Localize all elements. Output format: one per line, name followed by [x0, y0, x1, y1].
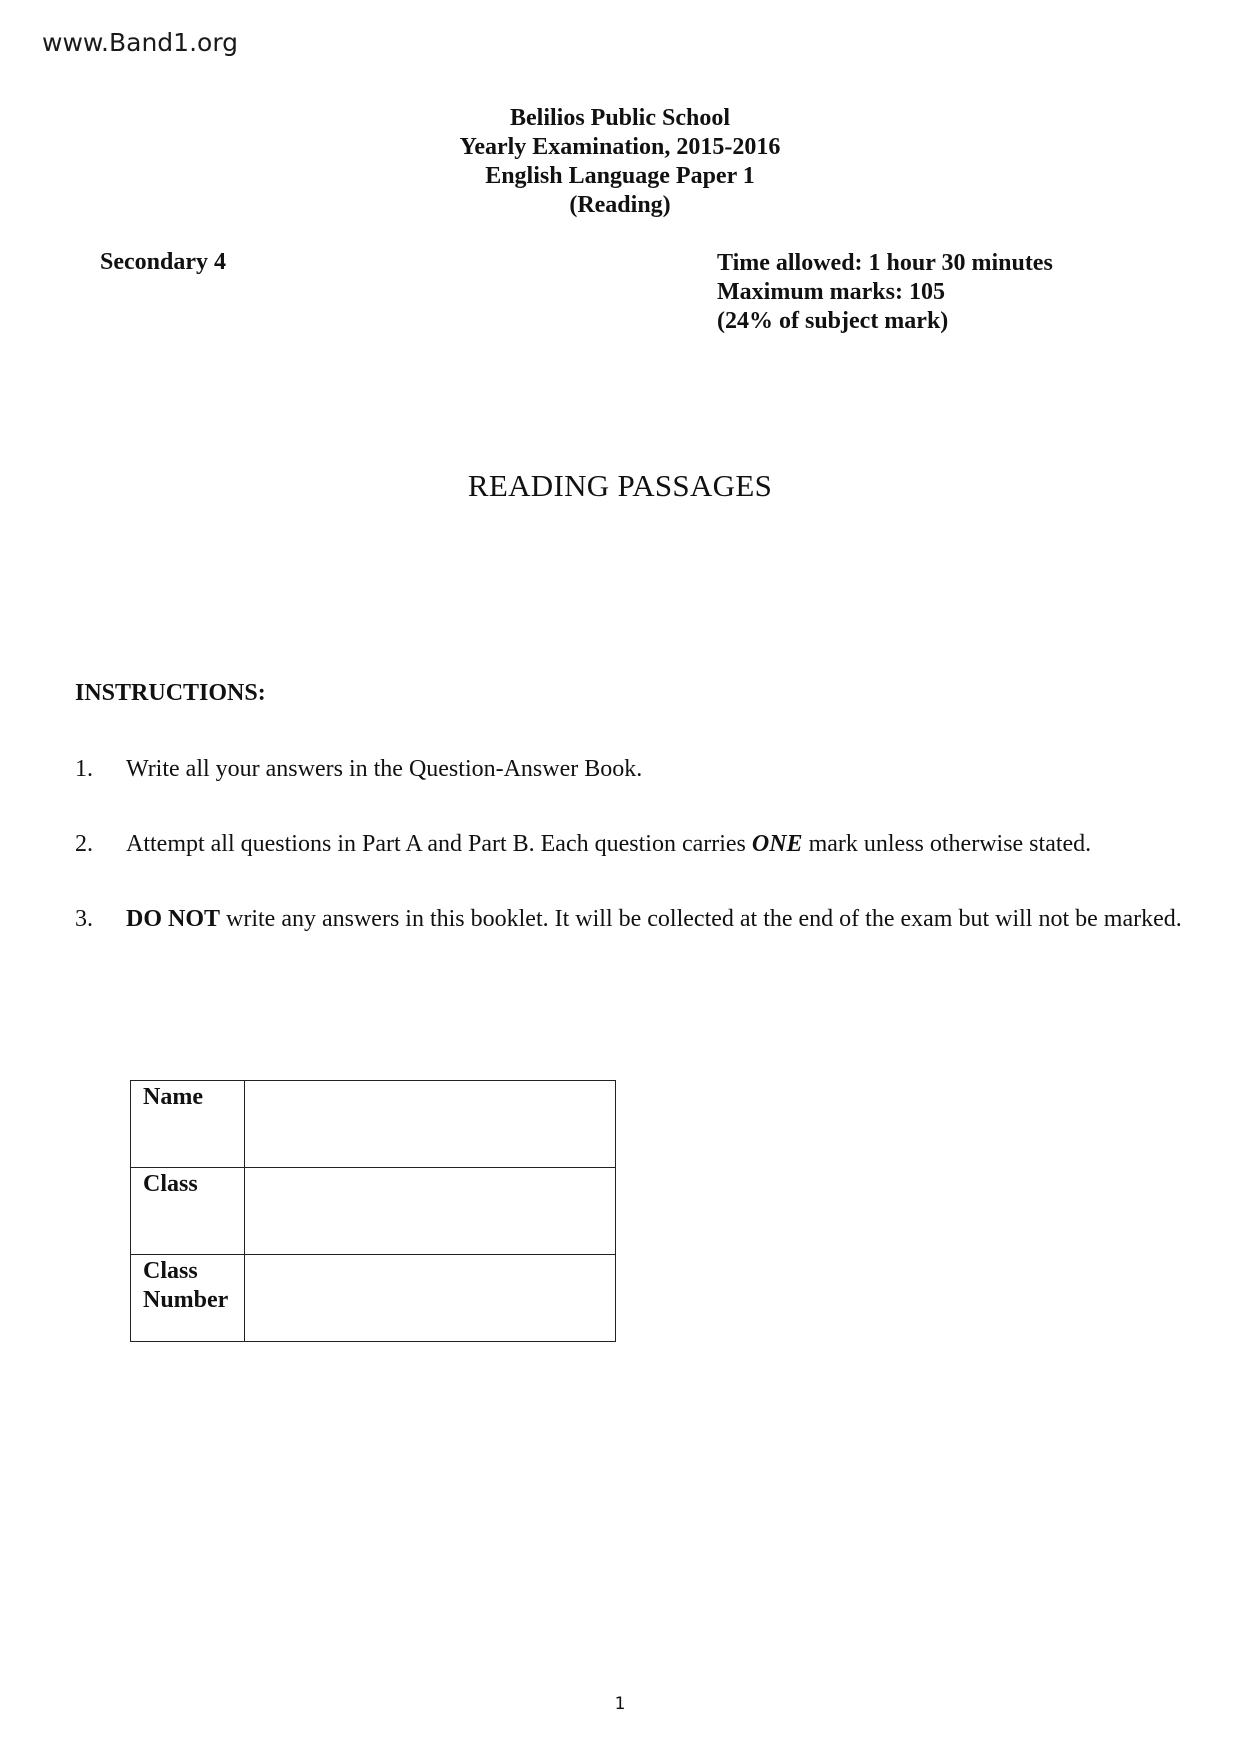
class-number-field — [245, 1255, 616, 1342]
instruction-text — [126, 825, 1226, 863]
page-number: 1 — [614, 1694, 626, 1714]
class-number-label-line: Number — [143, 1287, 229, 1313]
grade-level: Secondary 4 — [100, 249, 226, 275]
class-field — [245, 1168, 616, 1255]
table-row — [131, 1255, 616, 1342]
exam-meta — [717, 249, 1053, 336]
class-label: Class — [131, 1168, 245, 1255]
name-field — [245, 1081, 616, 1168]
paper-title: English Language Paper 1 — [485, 163, 755, 189]
instructions-heading: INSTRUCTIONS: — [75, 680, 266, 706]
instruction-text-part: Attempt all questions in Part A and Part B. Each question carries — [126, 831, 752, 857]
subject-weighting: (24% of subject mark) — [717, 308, 949, 334]
instruction-text: Write all your answers in the Question-Answer Book. — [126, 756, 643, 782]
student-info-table — [130, 1080, 616, 1342]
maximum-marks: Maximum marks: 105 — [717, 279, 945, 305]
name-label: Name — [131, 1081, 245, 1168]
instruction-number: 3. — [75, 906, 93, 932]
instruction-number: 1. — [75, 756, 93, 782]
instruction-text-part: write any answers in this booklet. It will be collected at the end of the exam but will not be marked. — [220, 906, 1182, 932]
paper-component: (Reading) — [569, 192, 671, 218]
school-name: Belilios Public School — [509, 105, 731, 131]
instruction-emphasis: ONE — [751, 831, 803, 857]
watermark-url: www.Band1.org — [42, 28, 239, 57]
instruction-number: 2. — [75, 831, 93, 857]
section-title: READING PASSAGES — [467, 468, 773, 503]
class-number-label — [131, 1255, 245, 1342]
exam-title: Yearly Examination, 2015-2016 — [459, 134, 781, 160]
exam-header — [0, 104, 1240, 220]
class-number-label-line: Class — [143, 1258, 198, 1284]
instruction-text-part: mark unless otherwise stated. — [802, 831, 1092, 857]
instruction-emphasis: DO NOT — [126, 906, 221, 932]
table-row — [131, 1168, 616, 1255]
table-row — [131, 1081, 616, 1168]
time-allowed: Time allowed: 1 hour 30 minutes — [717, 250, 1053, 276]
instruction-text — [126, 900, 1226, 938]
